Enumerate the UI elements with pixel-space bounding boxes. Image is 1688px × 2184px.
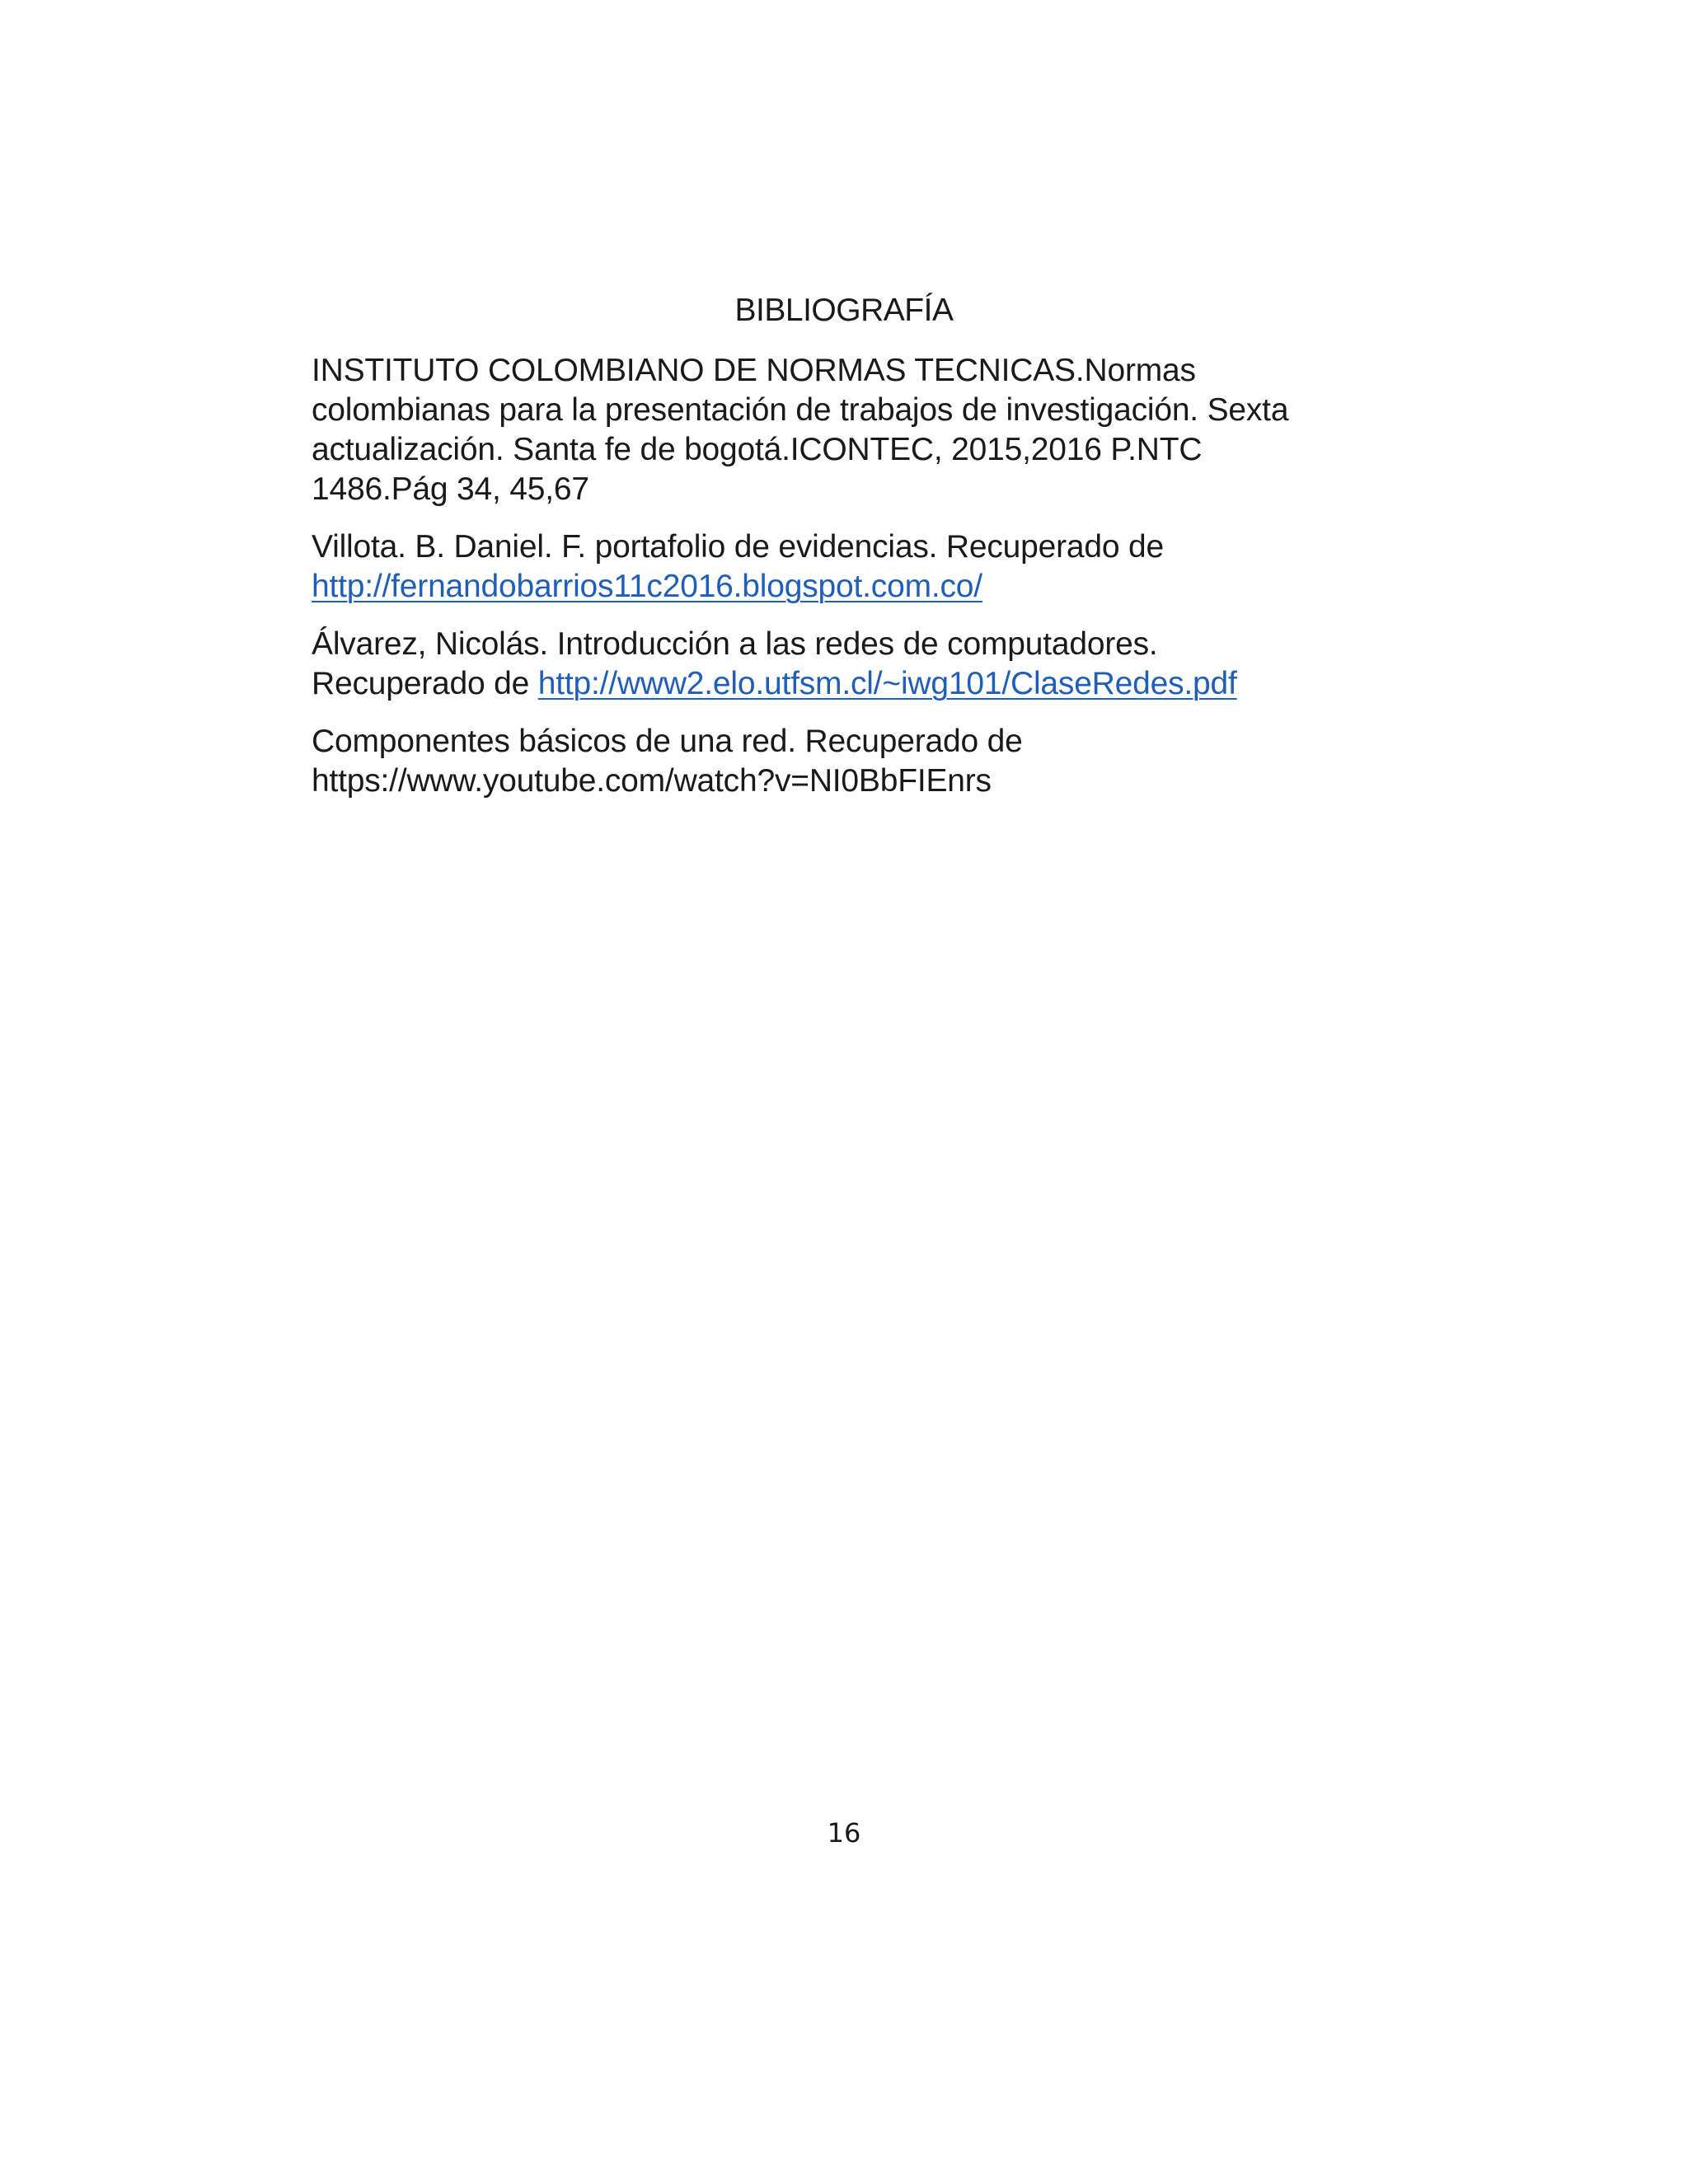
reference-link-line	[312, 664, 1383, 704]
reference-line: 1486.Pág 34, 45,67	[312, 471, 589, 507]
reference-line-prefix: Recuperado de	[312, 666, 538, 701]
reference-line: Villota. B. Daniel. F. portafolio de evidencias. Recuperado de	[312, 529, 1165, 565]
reference-line: INSTITUTO COLOMBIANO DE NORMAS TECNICAS.Normas	[312, 353, 1196, 388]
reference-line: Álvarez, Nicolás. Introducción a las redes de computadores.	[312, 626, 1158, 662]
page-title: BIBLIOGRAFÍA	[734, 293, 954, 328]
reference-url-text: https://www.youtube.com/watch?v=NI0BbFIEnrs	[312, 763, 992, 799]
reference-item-componentes	[312, 722, 1383, 801]
reference-link-utfsm[interactable]: http://www2.elo.utfsm.cl/~iwg101/ClaseRedes.pdf	[537, 666, 1237, 701]
reference-line: actualización. Santa fe de bogotá.ICONTEC, 2015,2016 P.NTC	[312, 432, 1203, 467]
reference-link-line	[312, 567, 1383, 607]
reference-item-icontec	[312, 351, 1383, 509]
page-number: 16	[827, 1817, 861, 1849]
reference-line: Componentes básicos de una red. Recuperado de	[312, 724, 1023, 759]
reference-line: colombianas para la presentación de trabajos de investigación. Sexta	[312, 392, 1289, 428]
reference-link-blogspot[interactable]: http://fernandobarrios11c2016.blogspot.com.co/	[312, 569, 982, 604]
bibliography-list	[312, 351, 1383, 819]
reference-item-villota	[312, 527, 1383, 607]
reference-item-alvarez	[312, 625, 1383, 704]
